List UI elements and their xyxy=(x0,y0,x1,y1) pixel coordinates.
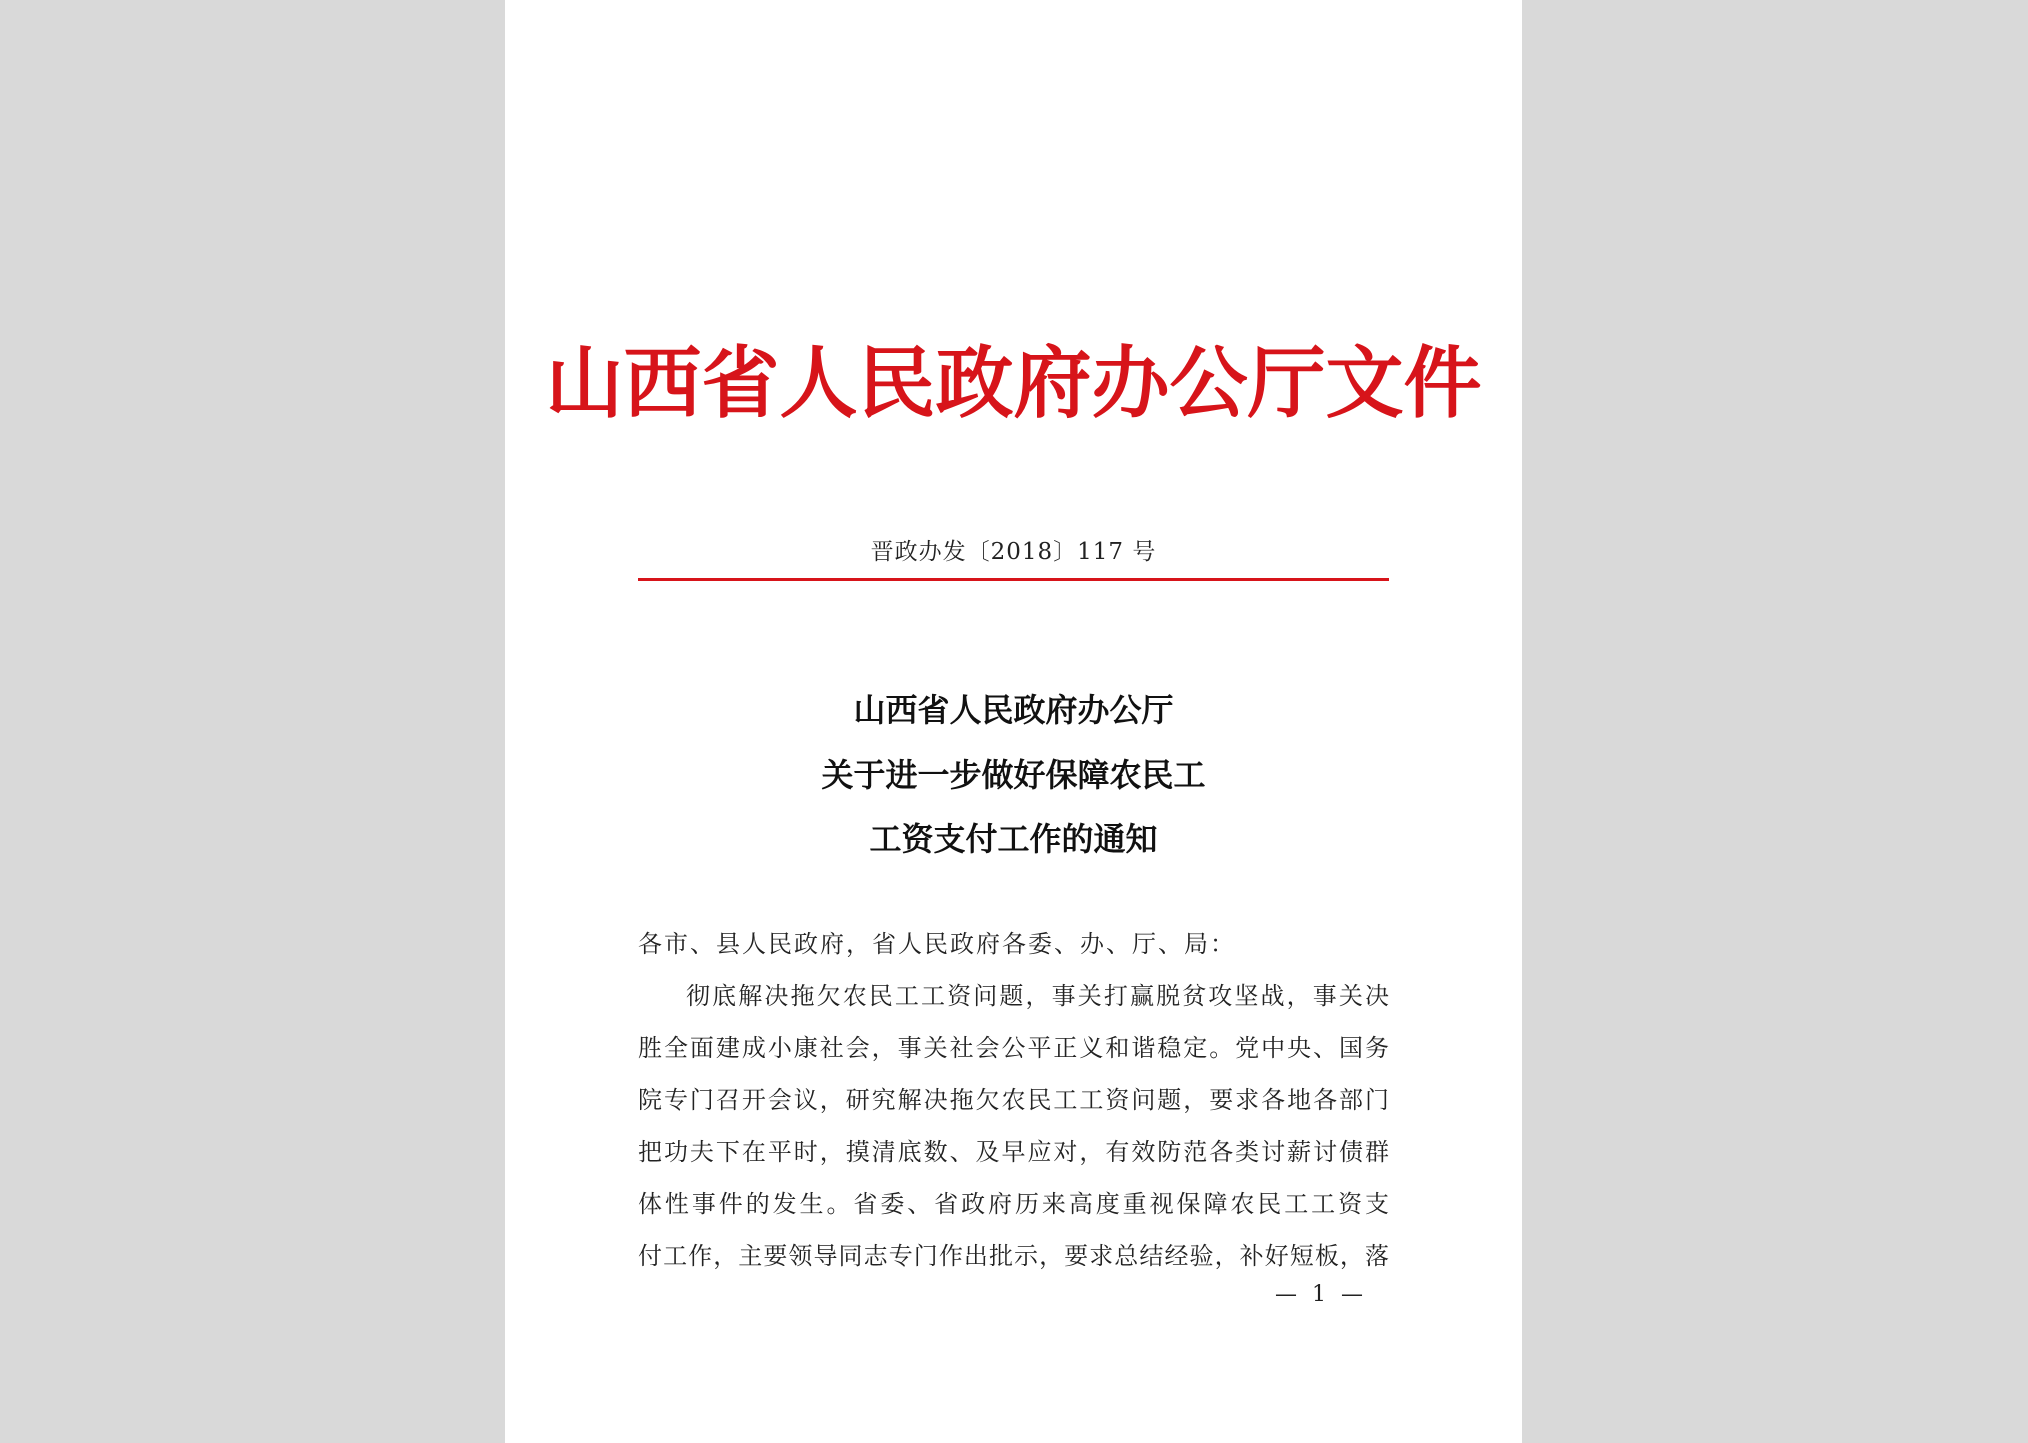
red-divider-line xyxy=(638,578,1389,581)
title-line-1: 山西省人民政府办公厅 xyxy=(853,691,1174,729)
body-line-4: 把功夫下在平时，摸清底数、及早应对，有效防范各类讨薪讨债群 xyxy=(638,1138,1389,1166)
body-line-6: 付工作，主要领导同志专门作出批示，要求总结经验，补好短板，落 xyxy=(638,1242,1389,1270)
title-line-2: 关于进一步做好保障农民工 xyxy=(821,756,1206,794)
page-number: — 1 — xyxy=(1275,1282,1367,1307)
body-line-2: 胜全面建成小康社会，事关社会公平正义和谐稳定。党中央、国务 xyxy=(638,1034,1389,1062)
salutation: 各市、县人民政府，省人民政府各委、办、厅、局： xyxy=(638,930,1236,958)
body-line-1: 彻底解决拖欠农民工工资问题，事关打赢脱贫攻坚战，事关决 xyxy=(686,982,1389,1010)
document-number: 晋政办发〔2018〕117 号 xyxy=(870,539,1157,565)
title-line-3: 工资支付工作的通知 xyxy=(869,820,1158,858)
document-page xyxy=(505,0,1522,1443)
body-line-5: 体性事件的发生。省委、省政府历来高度重视保障农民工工资支 xyxy=(638,1190,1389,1218)
body-line-3: 院专门召开会议，研究解决拖欠农民工工资问题，要求各地各部门 xyxy=(638,1086,1389,1114)
masthead-title: 山西省人民政府办公厅文件 xyxy=(545,338,1482,429)
